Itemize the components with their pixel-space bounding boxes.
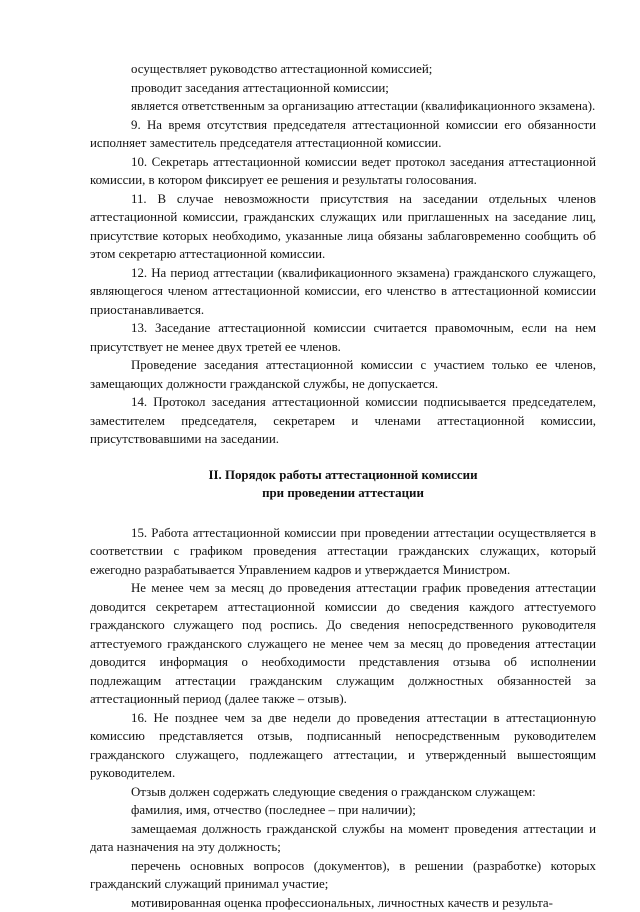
section-heading — [90, 466, 596, 503]
paragraph-item-16: 16. Не позднее чем за две недели до проведения аттестации в аттестационную комиссию представляется отзыв, подписанный непосредственным руководителем гражданского служащего, подлежащего аттестации, и утвержденный вышестоящим руководителем. — [90, 709, 596, 783]
paragraph-item-13-note: Проведение заседания аттестационной комиссии с участием только ее членов, замещающих должности гражданской службы, не допускается. — [90, 356, 596, 393]
paragraph-item-12: 12. На период аттестации (квалификационного экзамена) гражданского служащего, являющегося членом аттестационной комиссии, его членство в аттестационной комиссии приостанавливается. — [90, 264, 596, 320]
paragraph-position: замещаемая должность гражданской службы на момент проведения аттестации и дата назначения на эту должность; — [90, 820, 596, 857]
paragraph-assessment: мотивированная оценка профессиональных, личностных качеств и результа- — [90, 894, 596, 912]
paragraph-item-9: 9. На время отсутствия председателя аттестационной комиссии его обязанности исполняет заместитель председателя аттестационной комиссии. — [90, 116, 596, 153]
paragraph-meetings: проводит заседания аттестационной комиссии; — [90, 79, 596, 98]
paragraph-full-name: фамилия, имя, отчество (последнее – при наличии); — [90, 801, 596, 820]
paragraph-responsibility: является ответственным за организацию аттестации (квалификационного экзамена). — [90, 97, 596, 116]
paragraph-item-13: 13. Заседание аттестационной комиссии считается правомочным, если на нем присутствует не менее двух третей ее членов. — [90, 319, 596, 356]
paragraph-schedule: Не менее чем за месяц до проведения аттестации график проведения аттестации доводится секретарем аттестационной комиссии до сведения каждого аттестуемого гражданского служащего под роспись. До сведения непосредственного руководителя аттестуемого гражданского служащего не менее чем за месяц до проведения аттестации доводится информация о необходимости представления отзыва об исполнении подлежащим аттестации гражданским служащим должностных обязанностей за аттестационный период (далее также – отзыв). — [90, 579, 596, 709]
paragraph-issues-list: перечень основных вопросов (документов), в решении (разработке) которых гражданский служащий принимал участие; — [90, 857, 596, 894]
paragraph-item-11: 11. В случае невозможности присутствия на заседании отдельных членов аттестационной комиссии, гражданских служащих или приглашенных на заседание лиц, присутствие которых необходимо, указанные лица обязаны заблаговременно сообщить об этом секретарю аттестационной комиссии. — [90, 190, 596, 264]
document-page — [90, 60, 596, 912]
paragraph-item-14: 14. Протокол заседания аттестационной комиссии подписывается председателем, заместителем председателя, секретарем и членами аттестационной комиссии, присутствовавшими на заседании. — [90, 393, 596, 449]
paragraph-item-10: 10. Секретарь аттестационной комиссии ведет протокол заседания аттестационной комиссии, в котором фиксирует ее решения и результаты голосования. — [90, 153, 596, 190]
section-heading-line-2: при проведении аттестации — [90, 484, 596, 503]
paragraph-leadership: осуществляет руководство аттестационной комиссией; — [90, 60, 596, 79]
section-heading-line-1: II. Порядок работы аттестационной комиссии — [90, 466, 596, 485]
paragraph-item-15: 15. Работа аттестационной комиссии при проведении аттестации осуществляется в соответствии с графиком проведения аттестации гражданских служащих, который ежегодно разрабатывается Управлением кадров и утверждается Министром. — [90, 524, 596, 580]
paragraph-review-contents: Отзыв должен содержать следующие сведения о гражданском служащем: — [90, 783, 596, 802]
